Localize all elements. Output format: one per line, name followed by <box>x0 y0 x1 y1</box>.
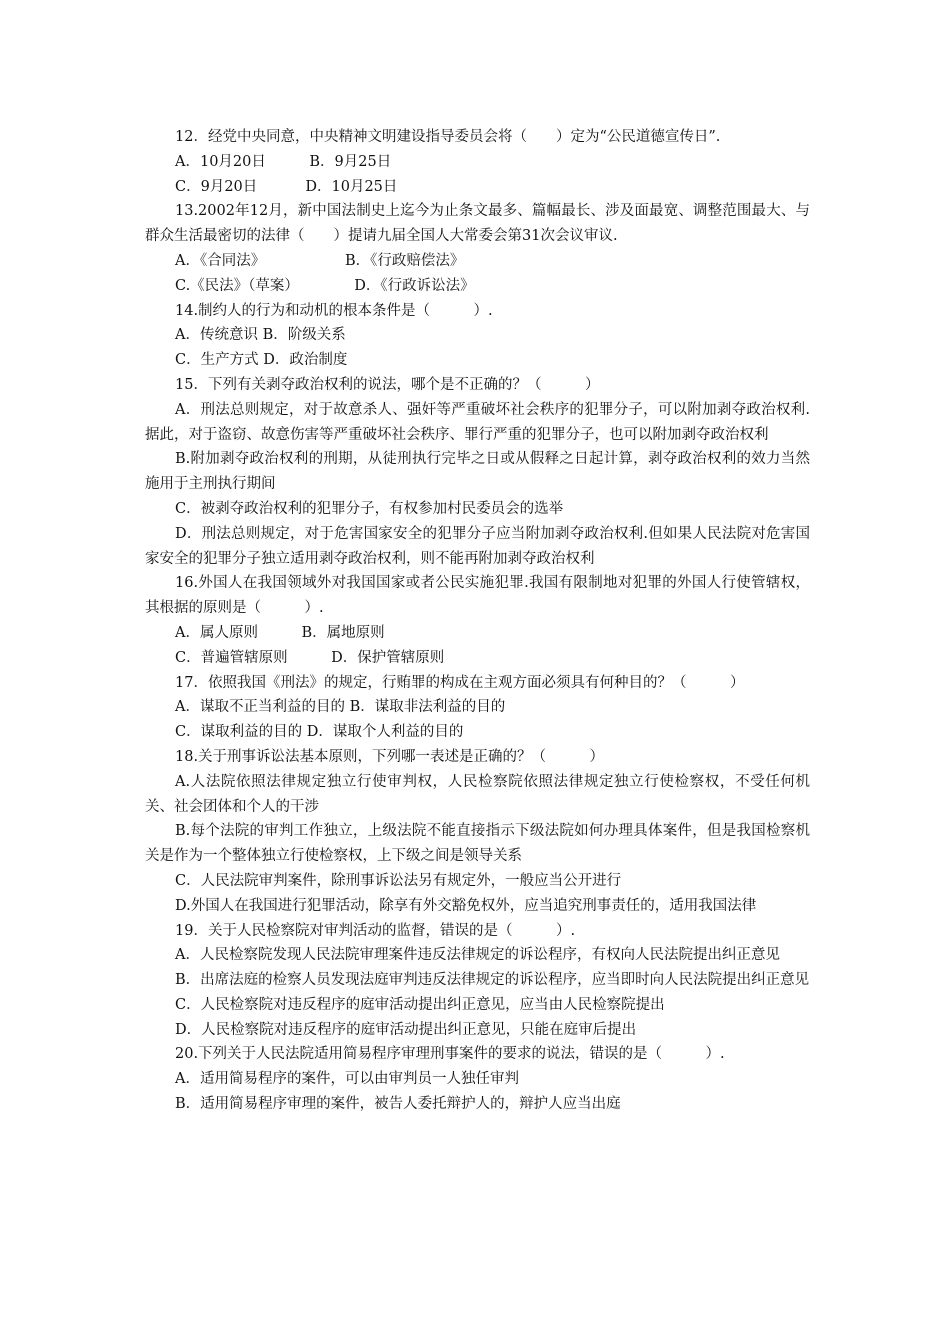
option-line: A．传统意识 B．阶级关系 <box>175 327 346 344</box>
option-line: C．普遍管辖原则 D．保护管辖原则 <box>175 649 445 666</box>
option-line: D．人民检察院对违反程序的庭审活动提出纠正意见，只能在庭审后提出 <box>175 1021 637 1038</box>
option-line: A．属人原则 B．属地原则 <box>175 624 385 641</box>
option-paragraph: A．人民检察院发现人民法院审理案件违反法律规定的诉讼程序，有权向人民法院提出纠正意见 <box>175 947 780 964</box>
question-17: 17．依照我国《刑法》的规定，行贿罪的构成在主观方面必须具有何种目的？（ ） <box>175 674 745 691</box>
question-15: 15．下列有关剥夺政治权利的说法，哪个是不正确的？（ ） <box>175 376 600 393</box>
option-line: A．适用简易程序的案件，可以由审判员一人独任审判 <box>175 1071 519 1088</box>
option-line: A．《合同法》 B．《行政赔偿法》 <box>175 252 465 269</box>
option-paragraph: D．刑法总则规定，对于危害国家安全的犯罪分子应当附加剥夺政治权利.但如果人民法院对危害国家安全的犯罪分子独立适用剥夺政治权利，则不能再附加剥夺政治权利 <box>145 525 810 567</box>
option-line: A．10月20日 B．9月25日 <box>175 153 392 170</box>
option-line: B．适用简易程序审理的案件，被告人委托辩护人的，辩护人应当出庭 <box>175 1096 621 1113</box>
document-body <box>145 125 810 1117</box>
option-paragraph: A．刑法总则规定，对于故意杀人、强奸等严重破坏社会秩序的犯罪分子，可以附加剥夺政治权利.据此，对于盗窃、故意伤害等严重破坏社会秩序、罪行严重的犯罪分子，也可以附加剥夺政治权利 <box>145 401 810 443</box>
option-line: C.《民法》（草案） D．《行政诉讼法》 <box>175 277 475 294</box>
option-paragraph: B.每个法院的审判工作独立，上级法院不能直接指示下级法院如何办理具体案件，但是我国检察机关是作为一个整体独立行使检察权，上下级之间是领导关系 <box>145 823 810 865</box>
option-paragraph: B.附加剥夺政治权利的刑期，从徒刑执行完毕之日或从假释之日起计算，剥夺政治权利的效力当然施用于主刑执行期间 <box>145 451 810 493</box>
option-paragraph: A.人法院依照法律规定独立行使审判权，人民检察院依照法律规定独立行使检察权，不受任何机关、社会团体和个人的干涉 <box>145 773 810 815</box>
option-line: C．人民检察院对违反程序的庭审活动提出纠正意见，应当由人民检察院提出 <box>175 996 665 1013</box>
option-line: C．生产方式 D．政治制度 <box>175 352 348 369</box>
question-18: 18.关于刑事诉讼法基本原则，下列哪一表述是正确的？（ ） <box>175 748 605 765</box>
option-line: C．人民法院审判案件，除刑事诉讼法另有规定外，一般应当公开进行 <box>175 872 622 889</box>
question-12: 12．经党中央同意，中央精神文明建设指导委员会将（ ）定为“公民道德宣传日”. <box>175 129 721 145</box>
option-paragraph: B．出席法庭的检察人员发现法庭审判违反法律规定的诉讼程序，应当即时向人民法院提出纠正意见 <box>175 972 810 989</box>
question-16: 16.外国人在我国领域外对我国国家或者公民实施犯罪.我国有限制地对犯罪的外国人行使管辖权，其根据的原则是（ ）. <box>145 575 810 617</box>
question-14: 14.制约人的行为和动机的根本条件是（ ）. <box>175 302 493 319</box>
question-20: 20.下列关于人民法院适用简易程序审理刑事案件的要求的说法，错误的是（ ）. <box>175 1046 725 1063</box>
question-13: 13.2002年12月，新中国法制史上迄今为止条文最多、篇幅最长、涉及面最宽、调整范围最大、与群众生活最密切的法律（ ）提请九届全国人大常委会第31次会议审议. <box>145 203 810 245</box>
option-paragraph: D.外国人在我国进行犯罪活动，除享有外交豁免权外，应当追究刑事责任的，适用我国法律 <box>175 897 757 914</box>
option-line: C．被剥夺政治权利的犯罪分子，有权参加村民委员会的选举 <box>175 500 564 517</box>
question-19: 19．关于人民检察院对审判活动的监督，错误的是（ ）. <box>175 922 576 939</box>
option-line: A．谋取不正当利益的目的 B．谋取非法利益的目的 <box>175 699 506 716</box>
option-line: C．9月20日 D．10月25日 <box>175 178 398 195</box>
option-line: C．谋取利益的目的 D．谋取个人利益的目的 <box>175 724 464 741</box>
